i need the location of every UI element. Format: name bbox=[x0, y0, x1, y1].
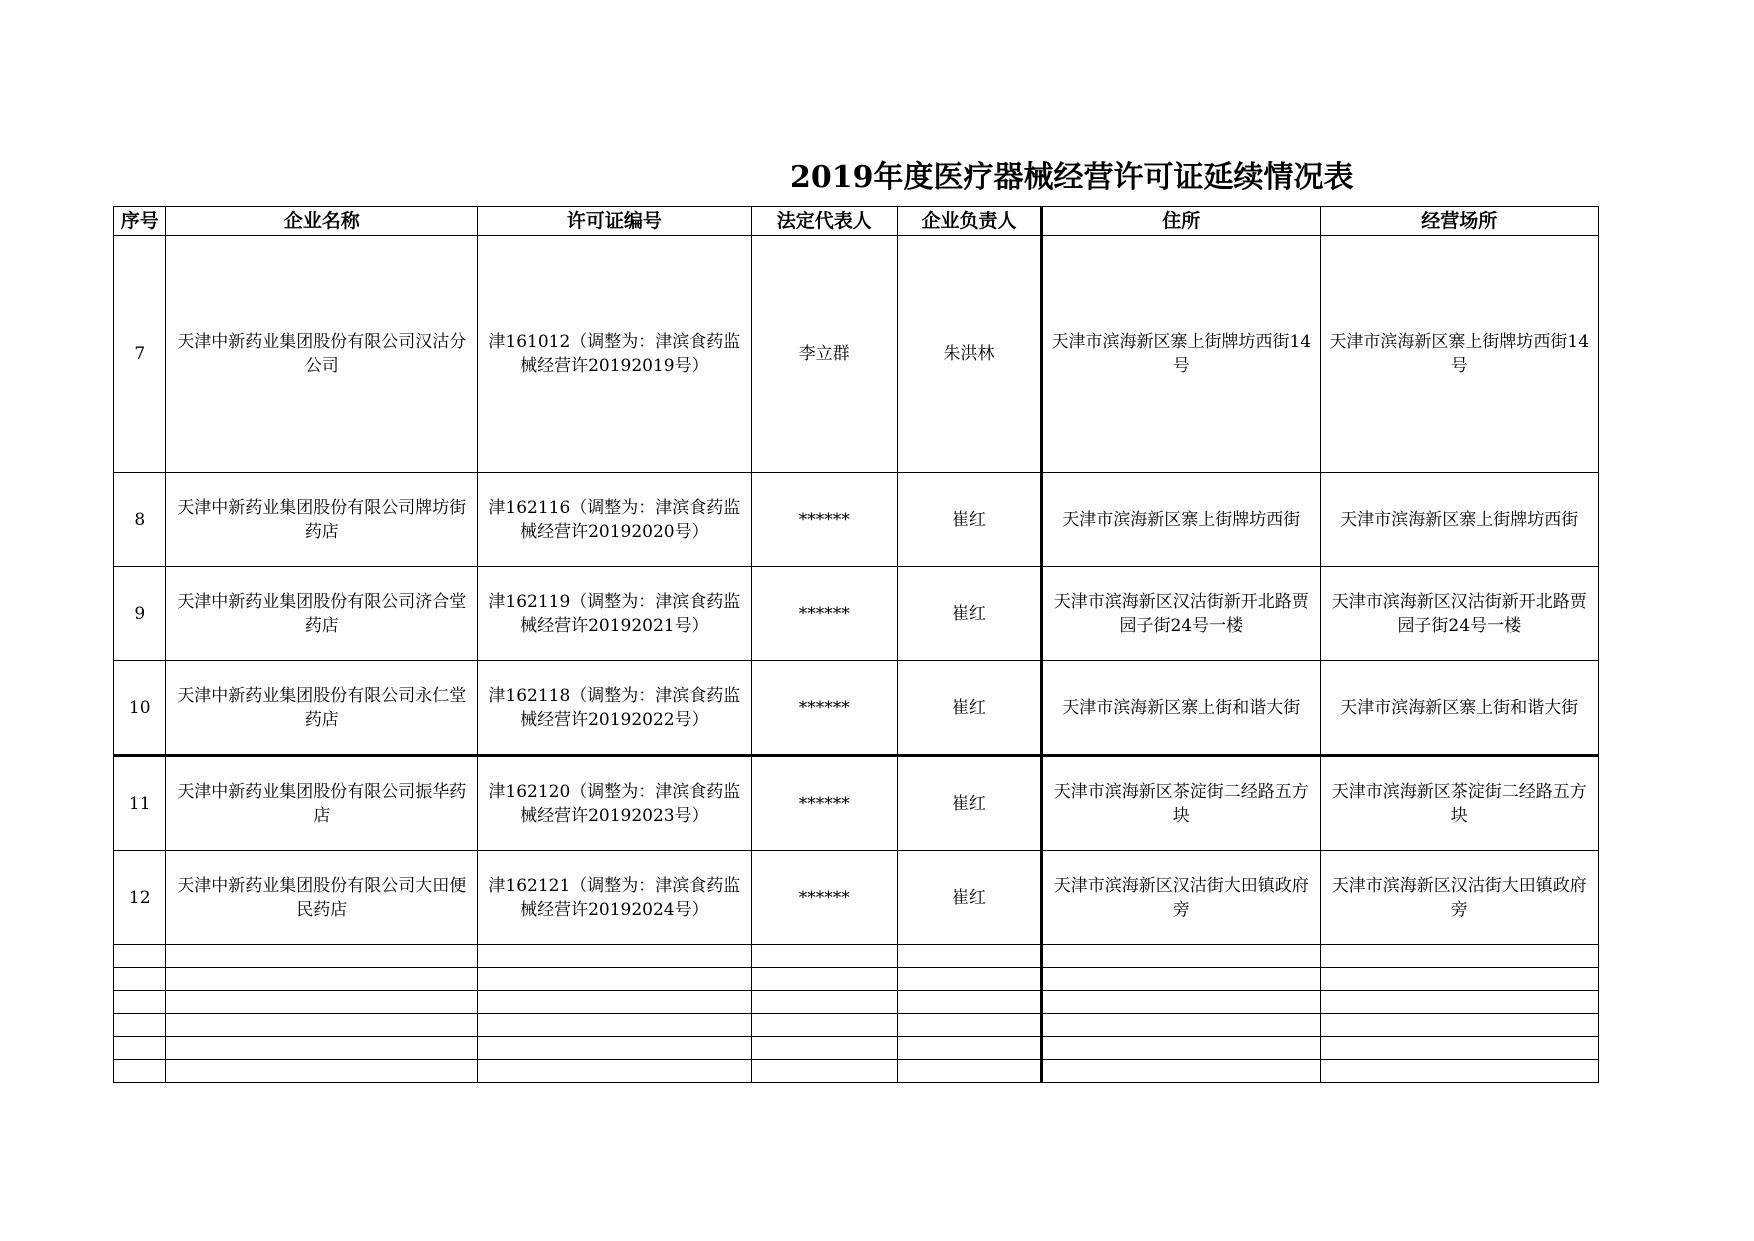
cell-address: 天津市滨海新区茶淀街二经路五方块 bbox=[1042, 756, 1320, 851]
col-header-manager: 企业负责人 bbox=[897, 207, 1041, 236]
empty-cell bbox=[166, 968, 478, 991]
cell-name: 天津中新药业集团股份有限公司牌坊街药店 bbox=[166, 473, 478, 567]
cell-premises: 天津市滨海新区寨上街牌坊西街14号 bbox=[1320, 236, 1598, 473]
cell-premises: 天津市滨海新区茶淀街二经路五方块 bbox=[1320, 756, 1598, 851]
empty-cell bbox=[114, 1014, 166, 1037]
cell-seq: 10 bbox=[114, 661, 166, 756]
empty-cell bbox=[166, 945, 478, 968]
empty-cell bbox=[478, 991, 751, 1014]
cell-seq: 7 bbox=[114, 236, 166, 473]
cell-license: 津161012（调整为：津滨食药监械经营许20192019号） bbox=[478, 236, 751, 473]
cell-legal-rep: ****** bbox=[751, 661, 897, 756]
cell-name: 天津中新药业集团股份有限公司汉沽分公司 bbox=[166, 236, 478, 473]
page-title: 2019年度医疗器械经营许可证延续情况表 bbox=[790, 160, 1354, 195]
empty-cell bbox=[897, 1060, 1041, 1083]
cell-manager: 崔红 bbox=[897, 756, 1041, 851]
empty-cell bbox=[478, 1014, 751, 1037]
empty-cell bbox=[1042, 968, 1320, 991]
empty-cell bbox=[166, 991, 478, 1014]
empty-row bbox=[114, 968, 1599, 991]
empty-cell bbox=[1042, 945, 1320, 968]
empty-cell bbox=[478, 1037, 751, 1060]
empty-cell bbox=[1320, 1014, 1598, 1037]
cell-seq: 9 bbox=[114, 567, 166, 661]
cell-license: 津162116（调整为：津滨食药监械经营许20192020号） bbox=[478, 473, 751, 567]
cell-address: 天津市滨海新区寨上街牌坊西街 bbox=[1042, 473, 1320, 567]
cell-premises: 天津市滨海新区寨上街牌坊西街 bbox=[1320, 473, 1598, 567]
empty-cell bbox=[478, 1060, 751, 1083]
empty-cell bbox=[751, 1014, 897, 1037]
cell-manager: 崔红 bbox=[897, 851, 1041, 945]
cell-legal-rep: ****** bbox=[751, 473, 897, 567]
empty-cell bbox=[1320, 945, 1598, 968]
cell-license: 津162120（调整为：津滨食药监械经营许20192023号） bbox=[478, 756, 751, 851]
cell-name: 天津中新药业集团股份有限公司永仁堂药店 bbox=[166, 661, 478, 756]
empty-cell bbox=[1042, 1060, 1320, 1083]
header-row bbox=[114, 207, 1599, 236]
cell-address: 天津市滨海新区寨上街牌坊西街14号 bbox=[1042, 236, 1320, 473]
empty-cell bbox=[897, 1014, 1041, 1037]
empty-cell bbox=[114, 991, 166, 1014]
col-header-premises: 经营场所 bbox=[1320, 207, 1598, 236]
cell-premises: 天津市滨海新区汉沽街大田镇政府旁 bbox=[1320, 851, 1598, 945]
cell-address: 天津市滨海新区寨上街和谐大街 bbox=[1042, 661, 1320, 756]
cell-legal-rep: ****** bbox=[751, 756, 897, 851]
cell-seq: 12 bbox=[114, 851, 166, 945]
cell-seq: 11 bbox=[114, 756, 166, 851]
table-row bbox=[114, 756, 1599, 851]
cell-premises: 天津市滨海新区寨上街和谐大街 bbox=[1320, 661, 1598, 756]
empty-cell bbox=[751, 1037, 897, 1060]
empty-cell bbox=[166, 1060, 478, 1083]
empty-cell bbox=[166, 1037, 478, 1060]
empty-cell bbox=[751, 991, 897, 1014]
cell-name: 天津中新药业集团股份有限公司济合堂药店 bbox=[166, 567, 478, 661]
empty-row bbox=[114, 1060, 1599, 1083]
cell-legal-rep: ****** bbox=[751, 567, 897, 661]
table-row bbox=[114, 851, 1599, 945]
empty-cell bbox=[478, 968, 751, 991]
table-row bbox=[114, 661, 1599, 756]
table-row bbox=[114, 567, 1599, 661]
col-header-name: 企业名称 bbox=[166, 207, 478, 236]
cell-license: 津162121（调整为：津滨食药监械经营许20192024号） bbox=[478, 851, 751, 945]
cell-name: 天津中新药业集团股份有限公司振华药店 bbox=[166, 756, 478, 851]
empty-cell bbox=[1042, 991, 1320, 1014]
empty-cell bbox=[1320, 1060, 1598, 1083]
col-header-license: 许可证编号 bbox=[478, 207, 751, 236]
empty-cell bbox=[1042, 1037, 1320, 1060]
license-table bbox=[113, 206, 1599, 1083]
empty-cell bbox=[897, 991, 1041, 1014]
cell-manager: 朱洪林 bbox=[897, 236, 1041, 473]
empty-cell bbox=[114, 945, 166, 968]
table-row bbox=[114, 473, 1599, 567]
empty-row bbox=[114, 991, 1599, 1014]
cell-manager: 崔红 bbox=[897, 567, 1041, 661]
cell-license: 津162118（调整为：津滨食药监械经营许20192022号） bbox=[478, 661, 751, 756]
empty-cell bbox=[751, 1060, 897, 1083]
empty-row bbox=[114, 1037, 1599, 1060]
cell-name: 天津中新药业集团股份有限公司大田便民药店 bbox=[166, 851, 478, 945]
empty-cell bbox=[1320, 1037, 1598, 1060]
cell-premises: 天津市滨海新区汉沽街新开北路贾园子街24号一楼 bbox=[1320, 567, 1598, 661]
empty-cell bbox=[114, 968, 166, 991]
cell-legal-rep: 李立群 bbox=[751, 236, 897, 473]
empty-cell bbox=[114, 1037, 166, 1060]
cell-address: 天津市滨海新区汉沽街新开北路贾园子街24号一楼 bbox=[1042, 567, 1320, 661]
empty-cell bbox=[751, 968, 897, 991]
col-header-address: 住所 bbox=[1042, 207, 1320, 236]
empty-cell bbox=[897, 945, 1041, 968]
empty-cell bbox=[114, 1060, 166, 1083]
empty-cell bbox=[1042, 1014, 1320, 1037]
empty-row bbox=[114, 945, 1599, 968]
empty-cell bbox=[897, 968, 1041, 991]
empty-cell bbox=[478, 945, 751, 968]
empty-cell bbox=[1320, 968, 1598, 991]
cell-legal-rep: ****** bbox=[751, 851, 897, 945]
empty-cell bbox=[1320, 991, 1598, 1014]
table-row bbox=[114, 236, 1599, 473]
col-header-legal-rep: 法定代表人 bbox=[751, 207, 897, 236]
cell-manager: 崔红 bbox=[897, 661, 1041, 756]
col-header-seq: 序号 bbox=[114, 207, 166, 236]
empty-cell bbox=[166, 1014, 478, 1037]
cell-license: 津162119（调整为：津滨食药监械经营许20192021号） bbox=[478, 567, 751, 661]
cell-seq: 8 bbox=[114, 473, 166, 567]
cell-manager: 崔红 bbox=[897, 473, 1041, 567]
empty-row bbox=[114, 1014, 1599, 1037]
empty-cell bbox=[897, 1037, 1041, 1060]
cell-address: 天津市滨海新区汉沽街大田镇政府旁 bbox=[1042, 851, 1320, 945]
empty-cell bbox=[751, 945, 897, 968]
